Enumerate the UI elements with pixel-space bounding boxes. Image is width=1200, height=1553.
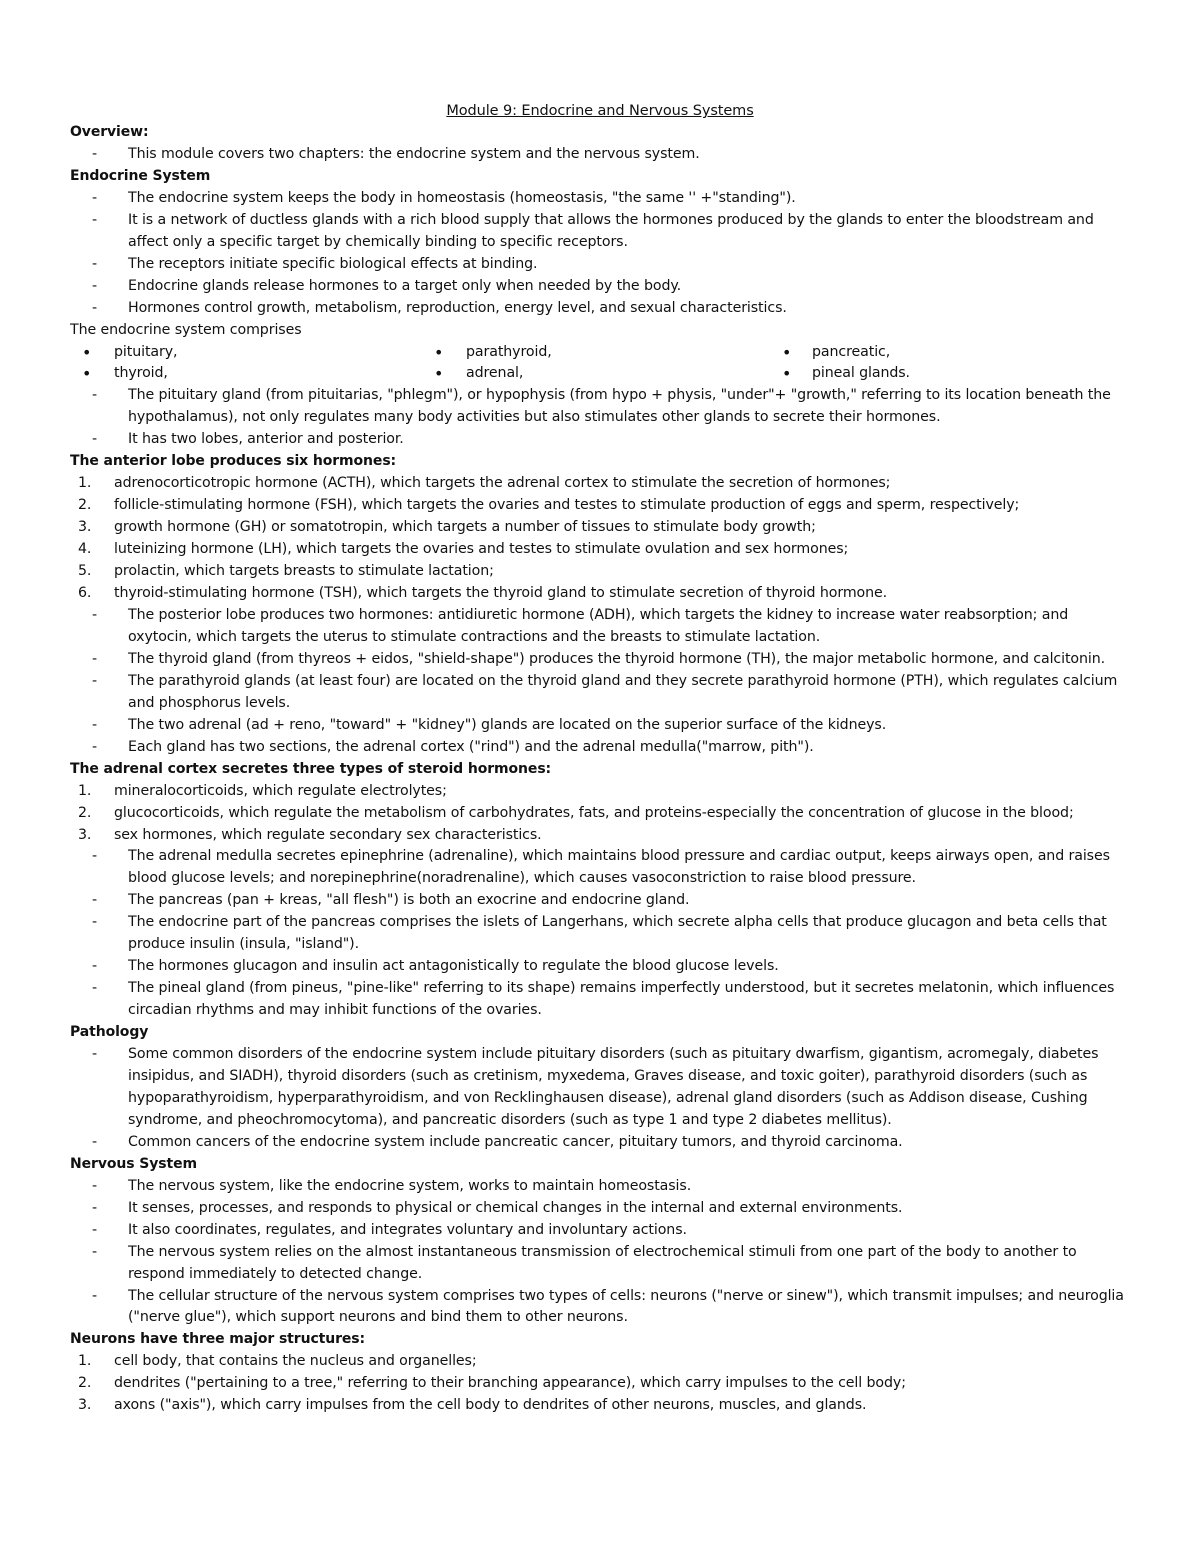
list-item: - The pineal gland (from pineus, "pine-like" referring to its shape) remains imperfectly understood, but it secretes melatonin, which influences circadian rhythms and may inhibit functions of the ovaries. <box>70 978 1130 1022</box>
item-number: 3. <box>78 826 92 843</box>
numbered-item: 2. glucocorticoids, which regulate the metabolism of carbohydrates, fats, and proteins-especially the concentration of glucose in the blood; <box>70 803 1130 825</box>
numbered-item: 2. follicle-stimulating hormone (FSH), which targets the ovaries and testes to stimulate production of eggs and sperm, respectively; <box>70 495 1130 517</box>
list-item: - The endocrine part of the pancreas comprises the islets of Langerhans, which secrete alpha cells that produce glucagon and beta cells that produce insulin (insula, "island"). <box>70 912 1130 956</box>
list-item: - This module covers two chapters: the endocrine system and the nervous system. <box>70 144 1130 166</box>
item-number: 2. <box>78 497 92 514</box>
adrenal-heading: The adrenal cortex secretes three types of steroid hormones: <box>70 760 552 777</box>
anterior-heading: The anterior lobe produces six hormones: <box>70 453 397 470</box>
nervous-heading: Nervous System <box>70 1155 197 1172</box>
list-item: - The cellular structure of the nervous system comprises two types of cells: neurons ("nerve or sinew"), which transmit impulses; and neuroglia ("nerve glue"), which support neurons and bind them to other neurons. <box>70 1286 1130 1330</box>
list-item: - Common cancers of the endocrine system include pancreatic cancer, pituitary tumors, and thyroid carcinoma. <box>70 1132 1130 1154</box>
numbered-item: 1. adrenocorticotropic hormone (ACTH), which targets the adrenal cortex to stimulate the secretion of hormones; <box>70 473 1130 495</box>
gland-item: • adrenal, <box>450 363 782 385</box>
item-number: 1. <box>78 1353 92 1370</box>
numbered-item: 1. mineralocorticoids, which regulate electrolytes; <box>70 781 1130 803</box>
item-number: 5. <box>78 563 92 580</box>
gland-item: • pancreatic, <box>782 342 1130 364</box>
list-item: - It has two lobes, anterior and posterior. <box>70 429 1130 451</box>
list-item: - The hormones glucagon and insulin act antagonistically to regulate the blood glucose levels. <box>70 956 1130 978</box>
glands-list <box>70 342 1130 386</box>
numbered-item: 3. sex hormones, which regulate secondary sex characteristics. <box>70 825 1130 847</box>
neurons-heading: Neurons have three major structures: <box>70 1331 366 1348</box>
item-number: 3. <box>78 1397 92 1414</box>
item-number: 6. <box>78 585 92 602</box>
list-item: - Hormones control growth, metabolism, reproduction, energy level, and sexual characteristics. <box>70 298 1130 320</box>
glands-column <box>782 342 1130 386</box>
item-number: 3. <box>78 519 92 536</box>
list-item: - It is a network of ductless glands with a rich blood supply that allows the hormones produced by the glands to enter the bloodstream and affect only a specific target by chemically binding to specific receptors. <box>70 210 1130 254</box>
numbered-item: 6. thyroid-stimulating hormone (TSH), which targets the thyroid gland to stimulate secretion of thyroid hormone. <box>70 583 1130 605</box>
overview-heading: Overview: <box>70 124 149 140</box>
glands-column <box>70 342 450 386</box>
item-number: 2. <box>78 804 92 821</box>
list-item: - The receptors initiate specific biological effects at binding. <box>70 254 1130 276</box>
list-item: - The parathyroid glands (at least four) are located on the thyroid gland and they secrete parathyroid hormone (PTH), which regulates calcium and phosphorus levels. <box>70 671 1130 715</box>
list-item: - Endocrine glands release hormones to a target only when needed by the body. <box>70 276 1130 298</box>
page-title: Module 9: Endocrine and Nervous Systems <box>446 103 754 119</box>
gland-item: • pituitary, <box>70 342 450 364</box>
item-number: 4. <box>78 541 92 558</box>
list-item: - The thyroid gland (from thyreos + eidos, "shield-shape") produces the thyroid hormone (TH), the major metabolic hormone, and calcitonin. <box>70 649 1130 671</box>
list-item: - The endocrine system keeps the body in homeostasis (homeostasis, "the same '' +"standing"). <box>70 188 1130 210</box>
list-item: - The pancreas (pan + kreas, "all flesh") is both an exocrine and endocrine gland. <box>70 890 1130 912</box>
list-item: - The pituitary gland (from pituitarias, "phlegm"), or hypophysis (from hypo + physis, "under"+ "growth," referring to its location beneath the hypothalamus), not only regulates many body activities but also stimulates other glands to secrete their hormones. <box>70 385 1130 429</box>
list-item: - The posterior lobe produces two hormones: antidiuretic hormone (ADH), which targets the kidney to increase water reabsorption; and oxytocin, which targets the uterus to stimulate contractions and the breasts to stimulate lactation. <box>70 605 1130 649</box>
list-item: - It also coordinates, regulates, and integrates voluntary and involuntary actions. <box>70 1220 1130 1242</box>
glands-column <box>450 342 782 386</box>
comprises-label: The endocrine system comprises <box>70 321 302 338</box>
numbered-item: 2. dendrites ("pertaining to a tree," referring to their branching appearance), which carry impulses to the cell body; <box>70 1373 1130 1395</box>
list-item: - The two adrenal (ad + reno, "toward" + "kidney") glands are located on the superior surface of the kidneys. <box>70 715 1130 737</box>
document-page <box>70 100 1130 1417</box>
list-item: - The nervous system, like the endocrine system, works to maintain homeostasis. <box>70 1176 1130 1198</box>
list-item: - Each gland has two sections, the adrenal cortex ("rind") and the adrenal medulla("marrow, pith"). <box>70 737 1130 759</box>
numbered-item: 4. luteinizing hormone (LH), which targets the ovaries and testes to stimulate ovulation and sex hormones; <box>70 539 1130 561</box>
endocrine-heading: Endocrine System <box>70 167 211 184</box>
pathology-heading: Pathology <box>70 1024 149 1041</box>
list-item: - It senses, processes, and responds to physical or chemical changes in the internal and external environments. <box>70 1198 1130 1220</box>
numbered-item: 3. growth hormone (GH) or somatotropin, which targets a number of tissues to stimulate body growth; <box>70 517 1130 539</box>
gland-item: • thyroid, <box>70 363 450 385</box>
item-number: 1. <box>78 475 92 492</box>
list-item: - Some common disorders of the endocrine system include pituitary disorders (such as pituitary dwarfism, gigantism, acromegaly, diabetes insipidus, and SIADH), thyroid disorders (such as cretinism, myxedema, Graves disease, and toxic goiter), parathyroid disorders (such as hypoparathyroidism, hyperparathyroidism, and von Recklinghausen disease), adrenal gland disorders (such as Addison disease, Cushing syndrome, and pheochromocytoma), and pancreatic disorders (such as type 1 and type 2 diabetes mellitus). <box>70 1044 1130 1132</box>
gland-item: • parathyroid, <box>450 342 782 364</box>
item-number: 1. <box>78 782 92 799</box>
numbered-item: 1. cell body, that contains the nucleus and organelles; <box>70 1351 1130 1373</box>
numbered-item: 5. prolactin, which targets breasts to stimulate lactation; <box>70 561 1130 583</box>
gland-item: • pineal glands. <box>782 363 1130 385</box>
list-item: - The adrenal medulla secretes epinephrine (adrenaline), which maintains blood pressure and cardiac output, keeps airways open, and raises blood glucose levels; and norepinephrine(noradrenaline), which causes vasoconstriction to raise blood pressure. <box>70 846 1130 890</box>
list-item: - The nervous system relies on the almost instantaneous transmission of electrochemical stimuli from one part of the body to another to respond immediately to detected change. <box>70 1242 1130 1286</box>
numbered-item: 3. axons ("axis"), which carry impulses from the cell body to dendrites of other neurons, muscles, and glands. <box>70 1395 1130 1417</box>
item-number: 2. <box>78 1375 92 1392</box>
